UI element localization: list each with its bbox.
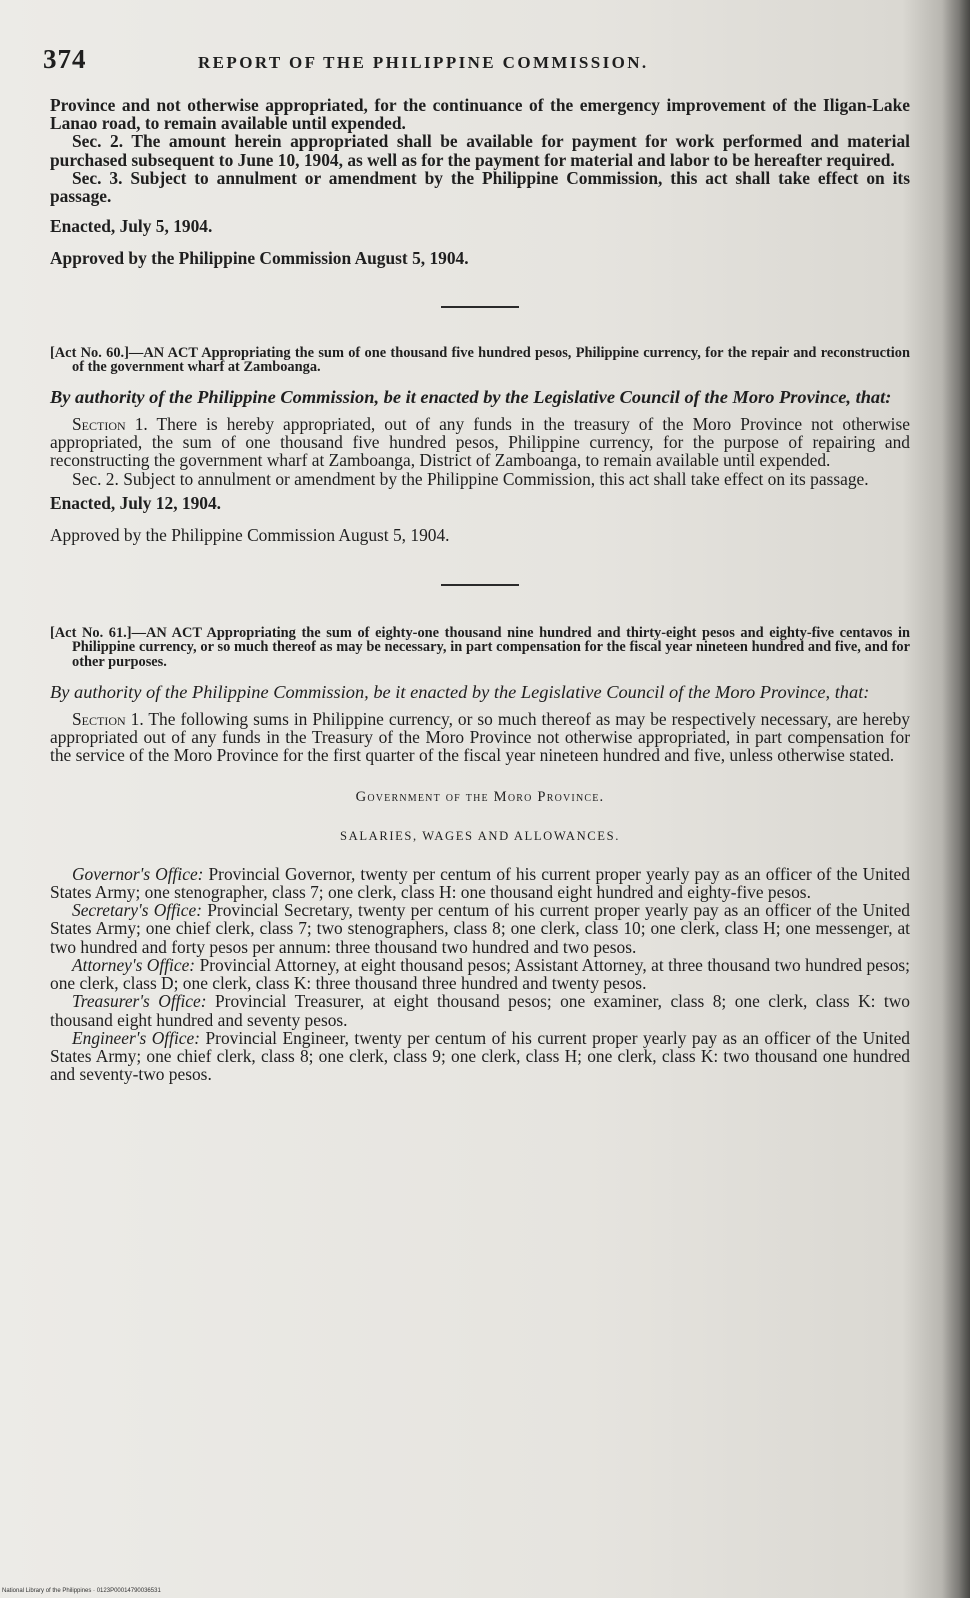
salaries-heading: SALARIES, WAGES AND ALLOWANCES.: [340, 828, 620, 843]
office-governor-name: Governor's Office:: [72, 863, 204, 884]
act60-authority: By authority of the Philippine Commission, be it enacted by the Legislative Council of the Moro Province, that:: [50, 387, 892, 408]
office-treasurer: [50, 992, 910, 1028]
act59-sec2-text: The amount herein appropriated shall be available for payment for work performed and material purchased subsequent to June 10, 1904, as well as for the payment for material and labor to be hereafter required.: [50, 131, 910, 170]
act61-sec1: [50, 710, 910, 765]
act61-sec1-text: The following sums in Philippine currency, or so much thereof as may be respectively necessary, are hereby appropriated out of any funds in the Treasury of the Moro Province not otherwise appropriated, in part compensation for the service of the Moro Province for the first quarter of the fiscal year nineteen hundred and five, unless otherwise stated.: [50, 708, 910, 766]
act60-sec1: [50, 415, 910, 470]
page-header: [38, 44, 918, 84]
government-heading: Government of the Moro Province.: [355, 789, 605, 806]
act59-enacted: Enacted, July 5, 1904.: [50, 216, 213, 237]
act60-sec1-text: There is hereby appropriated, out of any funds in the treasury of the Moro Province not otherwise appropriated, the sum of one thousand five hundred pesos, Philippine currency, for the purpose of repairing and reconstructing the government wharf at Zamboanga, District of Zamboanga, to remain available until expended.: [50, 414, 910, 471]
office-governor: [50, 865, 910, 901]
act59-approved: Approved by the Philippine Commission August 5, 1904.: [50, 248, 469, 269]
page-number: 374: [43, 44, 87, 74]
act61-sec1-label: Section 1.: [72, 708, 144, 729]
act59-sec3: Sec. 3. Subject to annulment or amendment by the Philippine Commission, this act shall take effect on its passage.: [50, 167, 910, 207]
act59-continuation: Province and not otherwise appropriated, for the continuance of the emergency improvement of the Iligan-Lake Lanao road, to remain available until expended.: [50, 95, 910, 134]
section-divider: [441, 306, 519, 308]
section-divider: [441, 584, 519, 586]
page-body: [50, 96, 910, 1083]
office-secretary-name: Secretary's Office:: [72, 900, 202, 921]
office-attorney: [50, 956, 910, 992]
act60-sec2: Sec. 2. Subject to annulment or amendment by the Philippine Commission, this act shall take effect on its passage.: [72, 468, 869, 489]
office-treasurer-text: Provincial Treasurer, at eight thousand pesos; one examiner, class 8; one clerk, class K: two thousand eight hundred and seventy pesos.: [50, 991, 910, 1030]
act60-approved: Approved by the Philippine Commission August 5, 1904.: [50, 525, 450, 546]
book-gutter-shadow: [942, 0, 970, 1598]
act61-authority: By authority of the Philippine Commission, be it enacted by the Legislative Council of the Moro Province, that:: [50, 681, 870, 702]
office-attorney-name: Attorney's Office:: [72, 954, 196, 975]
office-attorney-text: Provincial Attorney, at eight thousand pesos; Assistant Attorney, at three thousand two hundred pesos; one clerk, class D; one clerk, class K: three thousand three hundred and twenty pesos.: [50, 954, 911, 994]
act61-heading: [Act No. 61.]—AN ACT Appropriating the sum of eighty-one thousand nine hundred and thirty-eight pesos and eighty-five centavos in Philippine currency, or so much thereof as may be necessary, in part compensation for the fiscal year nineteen hundred and five, and for other purposes.: [50, 625, 910, 670]
act59-sec2: [50, 132, 910, 168]
office-engineer: [50, 1029, 910, 1084]
scan-footer-note: National Library of the Philippines · 0123P00014790036531: [2, 1588, 161, 1594]
office-secretary: [50, 901, 910, 956]
act60-heading: [Act No. 60.]—AN ACT Appropriating the sum of one thousand five hundred pesos, Philippine currency, for the repair and reconstruction of the government wharf at Zamboanga.: [50, 344, 910, 375]
running-head: REPORT OF THE PHILIPPINE COMMISSION.: [198, 53, 649, 72]
act59-sec2-label: Sec. 2.: [72, 131, 124, 152]
office-governor-text: Provincial Governor, twenty per centum of his current proper yearly pay as an officer of the United States Army; one stenographer, class 7; one clerk, class H: one thousand eight hundred and eighty-five pesos.: [50, 863, 910, 903]
office-treasurer-name: Treasurer's Office:: [72, 991, 207, 1012]
act60-sec1-label: Section 1.: [72, 414, 148, 435]
office-engineer-name: Engineer's Office:: [72, 1027, 201, 1048]
act60-enacted: Enacted, July 12, 1904.: [50, 492, 222, 513]
office-secretary-text: Provincial Secretary, twenty per centum of his current proper yearly pay as an officer of the United States Army; one chief clerk, class 7; two stenographers, class 8; one clerk, class 10; one clerk, class H; one messenger, at two hundred and forty pesos per annum: three thousand two hundred and two pesos.: [50, 900, 910, 957]
office-engineer-text: Provincial Engineer, twenty per centum of his current proper yearly pay as an officer of the United States Army; one chief clerk, class 8; one clerk, class 9; one clerk, class H; one clerk, class K: two thousand one hundred and seventy-two pesos.: [50, 1027, 910, 1085]
